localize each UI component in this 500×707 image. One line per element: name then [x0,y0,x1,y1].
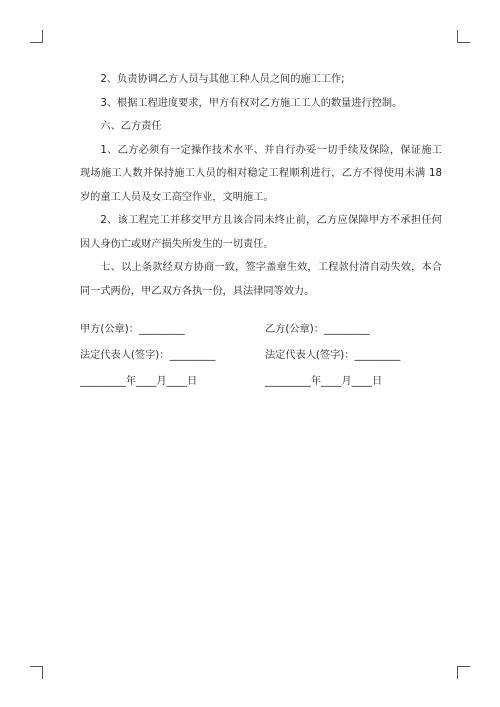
paragraph-party-a-duty-3: 3、根据工程进度要求，甲方有权对乙方施工工人的数量进行控制。 [100,97,403,109]
paragraph-clause-7: 七、以上条款经双方协商一致，签字盖章生效，工程款付清自动失效，本合同一式两份，甲乙双方各执一份，具法律同等效力。 [80,262,442,297]
paragraph-party-a-duty-2: 2、负责协调乙方人员与其他工种人员之间的施工工作; [100,74,345,85]
party-a-date: _________年____月____日 [80,376,198,387]
party-b-seal: 乙方(公章)：_________ [265,324,370,335]
section-heading-party-b: 六、乙方责任 [100,121,162,132]
document-body [80,68,442,303]
party-a-seal: 甲方(公章)：_________ [80,324,185,335]
paragraph-party-b-duty-1: 1、乙方必须有一定操作技术水平、并自行办妥一切手续及保险，保证施工现场施工人数并保持施工人员的相对稳定工程顺利进行，乙方不得使用未满 18 岁的童工人员及女工高空作业，文明施工。 [80,144,442,203]
party-a-representative: 法定代表人(签字)：_________ [80,350,216,361]
party-b-date: _________年____月____日 [265,376,383,387]
corner-mark-bottom-right [457,666,470,679]
corner-mark-bottom-left [30,666,43,679]
party-b-representative: 法定代表人(签字)：_________ [265,350,401,361]
paragraph-party-b-duty-2: 2、该工程完工并移交甲方且该合同未终止前，乙方应保障甲方不承担任何因人身伤亡或财产损失所发生的一切责任。 [80,215,442,250]
corner-mark-top-right [457,30,470,43]
corner-mark-top-left [30,30,43,43]
